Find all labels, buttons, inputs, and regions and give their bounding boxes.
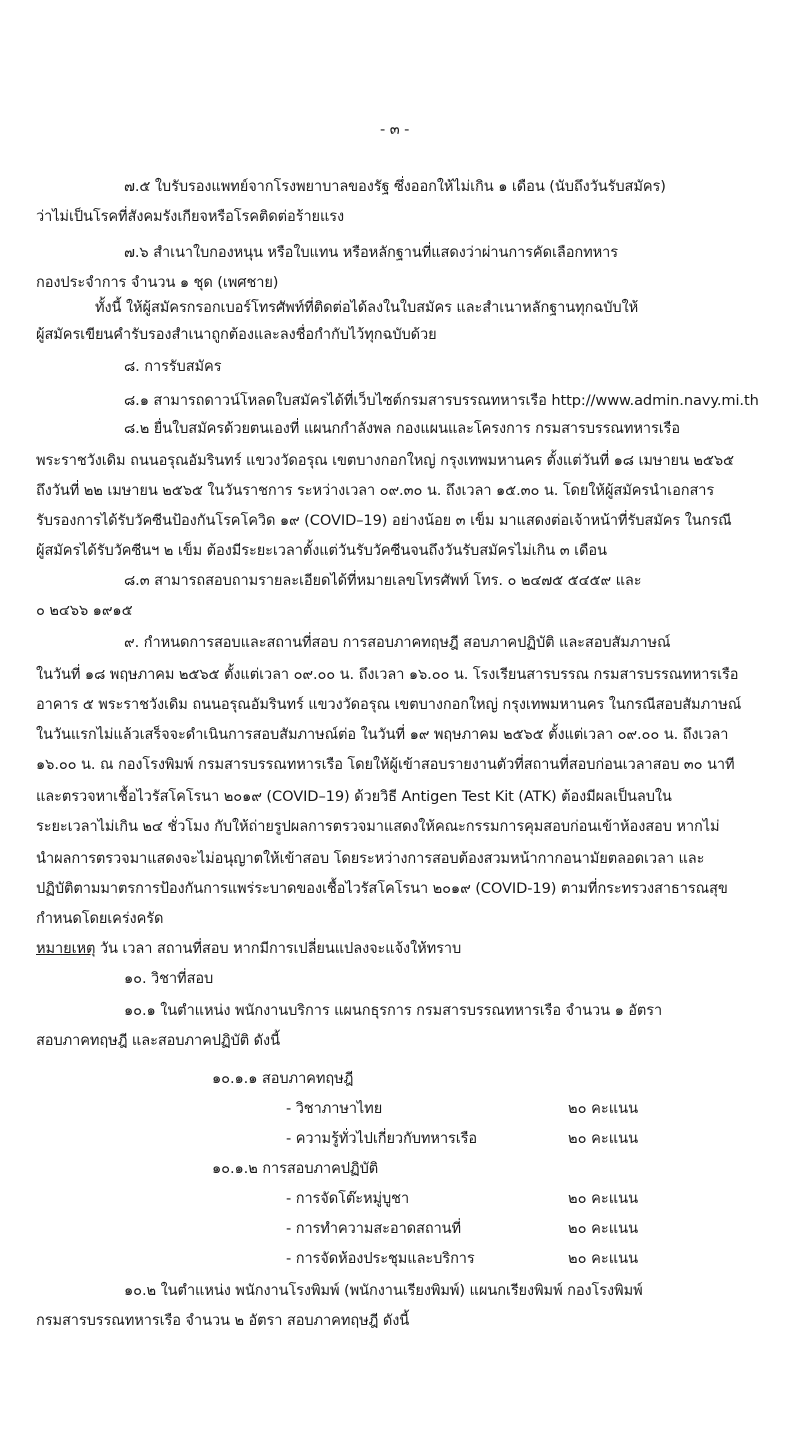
section-heading: ๙. กำหนดการสอบและสถานที่สอบ การสอบภาคทฤษฎี สอบภาคปฏิบัติ และสอบสัมภาษณ์: [124, 634, 671, 651]
section-heading: ๑๐. วิชาที่สอบ: [124, 970, 214, 987]
exam-score: ๒๐ คะแนน: [568, 1250, 639, 1267]
paragraph-line: อาคาร ๕ พระราชวังเดิม ถนนอรุณอัมรินทร์ แขวงวัดอรุณ เขตบางกอกใหญ่ กรุงเทพมหานคร ในกรณีสอบสัมภาษณ์: [36, 696, 742, 713]
exam-subject: - การทำความสะอาดสถานที่: [286, 1220, 462, 1237]
paragraph-line: ๘.๓ สามารถสอบถามรายละเอียดได้ที่หมายเลขโทรศัพท์ โทร. ๐ ๒๔๗๕ ๕๔๕๙ และ: [124, 572, 642, 589]
paragraph-line: ๑๐.๑ ในตำแหน่ง พนักงานบริการ แผนกธุรการ กรมสารบรรณทหารเรือ จำนวน ๑ อัตรา: [124, 1002, 663, 1019]
paragraph-line: ปฏิบัติตามมาตรการป้องกันการแพร่ระบาดของเชื้อไวรัสโคโรนา ๒๐๑๙ (COVID-19) ตามที่กระทรวงสาธารณสุข: [36, 880, 728, 897]
paragraph-line: ๗.๖ สำเนาใบกองหนุน หรือใบแทน หรือหลักฐานที่แสดงว่าผ่านการคัดเลือกทหาร: [124, 244, 618, 261]
paragraph-line: รับรองการได้รับวัคซีนป้องกันโรคโควิด ๑๙ (COVID–19) อย่างน้อย ๓ เข็ม มาแสดงต่อเจ้าหน้าที่รับสมัคร ในกรณี: [36, 512, 732, 529]
paragraph-line: พระราชวังเดิม ถนนอรุณอัมรินทร์ แขวงวัดอรุณ เขตบางกอกใหญ่ กรุงเทพมหานคร ตั้งแต่วันที่ ๑๘ เมษายน ๒๕๖๕: [36, 452, 734, 469]
exam-score: ๒๐ คะแนน: [568, 1100, 639, 1117]
page-number: - ๓ -: [380, 121, 410, 138]
exam-subject: - ความรู้ทั่วไปเกี่ยวกับทหารเรือ: [286, 1130, 478, 1147]
paragraph-line: ๑๖.๐๐ น. ณ กองโรงพิมพ์ กรมสารบรรณทหารเรือ โดยให้ผู้เข้าสอบรายงานตัวที่สถานที่สอบก่อนเวลาสอบ ๓๐ นาที: [36, 756, 735, 773]
paragraph-line: ๐ ๒๔๖๖ ๑๙๑๕: [36, 602, 133, 619]
paragraph-line: กรมสารบรรณทหารเรือ จำนวน ๒ อัตรา สอบภาคทฤษฎี ดังนี้: [36, 1312, 410, 1329]
subsection-heading: ๑๐.๑.๒ การสอบภาคปฏิบัติ: [212, 1160, 379, 1177]
paragraph-line: กองประจำการ จำนวน ๑ ชุด (เพศชาย): [36, 274, 279, 291]
paragraph-line: กำหนดโดยเคร่งครัด: [36, 910, 164, 927]
exam-score: ๒๐ คะแนน: [568, 1220, 639, 1237]
exam-subject: - การจัดโต๊ะหมู่บูชา: [286, 1190, 410, 1207]
paragraph-line: ๘.๒ ยื่นใบสมัครด้วยตนเองที่ แผนกกำลังพล กองแผนและโครงการ กรมสารบรรณทหารเรือ: [124, 420, 680, 437]
paragraph-line: ในวันแรกไม่แล้วเสร็จจะดำเนินการสอบสัมภาษณ์ต่อ ในวันที่ ๑๙ พฤษภาคม ๒๕๖๕ ตั้งแต่เวลา ๐๙.๐๐ น. ถึงเวลา: [36, 726, 729, 743]
paragraph-line: และตรวจหาเชื้อไวรัสโคโรนา ๒๐๑๙ (COVID–19) ด้วยวิธี Antigen Test Kit (ATK) ต้องมีผลเป็นลบใน: [36, 788, 672, 805]
paragraph-line: ผู้สมัครเขียนคำรับรองสำเนาถูกต้องและลงชื่อกำกับไว้ทุกฉบับด้วย: [36, 326, 437, 343]
paragraph-line: ระยะเวลาไม่เกิน ๒๔ ชั่วโมง กับให้ถ่ายรูปผลการตรวจมาแสดงให้คณะกรรมการคุมสอบก่อนเข้าห้องสอบ หากไม่: [36, 818, 720, 835]
subsection-heading: ๑๐.๑.๑ สอบภาคทฤษฎี: [212, 1070, 354, 1087]
paragraph-line: ว่าไม่เป็นโรคที่สังคมรังเกียจหรือโรคติดต่อร้ายแรง: [36, 208, 345, 225]
note-text: วัน เวลา สถานที่สอบ หากมีการเปลี่ยนแปลงจะแจ้งให้ทราบ: [95, 940, 462, 957]
note-label: หมายเหตุ: [36, 940, 96, 957]
paragraph-line: ๘.๑ สามารถดาวน์โหลดใบสมัครได้ที่เว็บไซต์กรมสารบรรณทหารเรือ http://www.admin.navy.mi.th: [124, 392, 759, 409]
paragraph-line: นำผลการตรวจมาแสดงจะไม่อนุญาตให้เข้าสอบ โดยระหว่างการสอบต้องสวมหน้ากากอนามัยตลอดเวลา และ: [36, 850, 705, 867]
paragraph-line: ในวันที่ ๑๘ พฤษภาคม ๒๕๖๕ ตั้งแต่เวลา ๐๙.๐๐ น. ถึงเวลา ๑๖.๐๐ น. โรงเรียนสารบรรณ กรมสารบรรณทหารเรือ: [36, 666, 739, 683]
paragraph-line: ๗.๕ ใบรับรองแพทย์จากโรงพยาบาลของรัฐ ซึ่งออกให้ไม่เกิน ๑ เดือน (นับถึงวันรับสมัคร): [124, 178, 666, 195]
paragraph-line: ผู้สมัครได้รับวัคซีนฯ ๒ เข็ม ต้องมีระยะเวลาตั้งแต่วันรับวัคซีนจนถึงวันรับสมัครไม่เกิน ๓ เดือน: [36, 542, 607, 559]
exam-score: ๒๐ คะแนน: [568, 1130, 639, 1147]
paragraph-line: ๑๐.๒ ในตำแหน่ง พนักงานโรงพิมพ์ (พนักงานเรียงพิมพ์) แผนกเรียงพิมพ์ กองโรงพิมพ์: [124, 1282, 643, 1299]
paragraph-line: ถึงวันที่ ๒๒ เมษายน ๒๕๖๕ ในวันราชการ ระหว่างเวลา ๐๙.๓๐ น. ถึงเวลา ๑๕.๓๐ น. โดยให้ผู้สมัครนำเอกสาร: [36, 482, 715, 499]
section-heading: ๘. การรับสมัคร: [124, 358, 222, 375]
exam-subject: - การจัดห้องประชุมและบริการ: [286, 1250, 475, 1267]
exam-score: ๒๐ คะแนน: [568, 1190, 639, 1207]
paragraph-line: สอบภาคทฤษฎี และสอบภาคปฏิบัติ ดังนี้: [36, 1032, 280, 1049]
paragraph-line: ทั้งนี้ ให้ผู้สมัครกรอกเบอร์โทรศัพท์ที่ติดต่อได้ลงในใบสมัคร และสำเนาหลักฐานทุกฉบับให้: [95, 299, 639, 316]
note-line: [36, 934, 461, 964]
exam-subject: - วิชาภาษาไทย: [286, 1100, 383, 1117]
